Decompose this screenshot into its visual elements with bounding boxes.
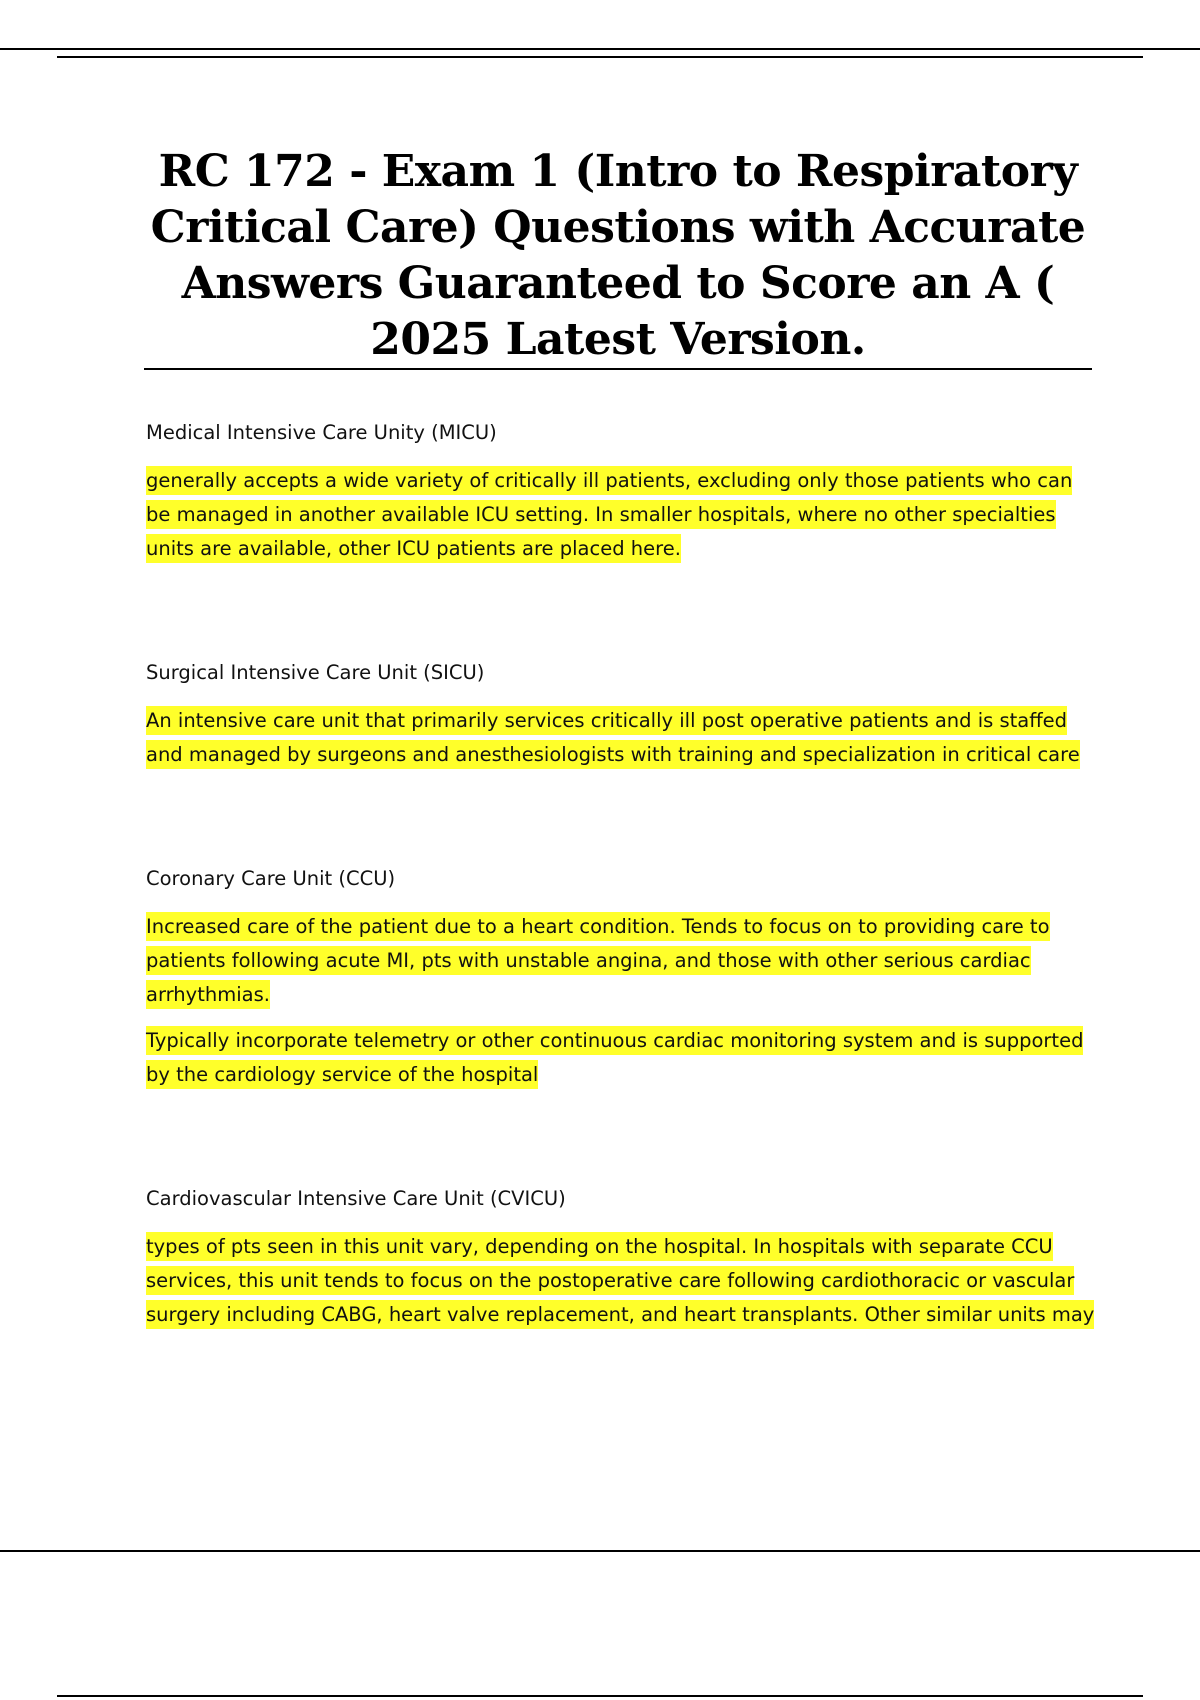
term-definition <box>146 1024 1096 1092</box>
title-block <box>144 144 1092 370</box>
term-heading: Surgical Intensive Care Unit (SICU) <box>146 661 485 684</box>
highlighted-text: types of pts seen in this unit vary, depending on the hospital. In hospitals with separate CCU services, this unit tends to focus on the postoperative care following cardiothoracic or vascular surgery including CABG, heart valve replacement, and heart transplants. Other similar units may <box>146 1232 1094 1329</box>
entry-ccu <box>146 866 1096 1092</box>
term-definition <box>146 464 1096 566</box>
entry-cvicu <box>146 1186 1096 1332</box>
bottom-inner-rule <box>57 1695 1143 1697</box>
entry-sicu <box>146 660 1096 772</box>
entry-micu <box>146 420 1096 566</box>
bottom-page-rule <box>0 1550 1200 1552</box>
highlighted-text: Typically incorporate telemetry or other continuous cardiac monitoring system and is supported by the cardiology service of the hospital <box>146 1026 1083 1089</box>
top-inner-rule <box>57 56 1143 58</box>
term-heading: Medical Intensive Care Unity (MICU) <box>146 421 497 444</box>
highlighted-text: An intensive care unit that primarily services critically ill post operative patients and is staffed and managed by surgeons and anesthesiologists with training and specialization in critical care <box>146 706 1080 769</box>
term-definition <box>146 910 1096 1012</box>
term-definition <box>146 1230 1096 1332</box>
term-definition <box>146 704 1096 772</box>
document-title: RC 172 - Exam 1 (Intro to Respiratory Critical Care) Questions with Accurate Answers Guaranteed to Score an A ( 2025 Latest Version. <box>150 146 1086 365</box>
highlighted-text: generally accepts a wide variety of critically ill patients, excluding only those patients who can be managed in another available ICU setting. In smaller hospitals, where no other specialties units are available, other ICU patients are placed here. <box>146 466 1072 563</box>
term-heading: Cardiovascular Intensive Care Unit (CVICU) <box>146 1187 566 1210</box>
highlighted-text: Increased care of the patient due to a heart condition. Tends to focus on to providing care to patients following acute MI, pts with unstable angina, and those with other serious cardiac arrhythmias. <box>146 912 1050 1009</box>
top-page-rule <box>0 48 1200 50</box>
term-heading: Coronary Care Unit (CCU) <box>146 867 396 890</box>
document-body <box>146 420 1096 1344</box>
